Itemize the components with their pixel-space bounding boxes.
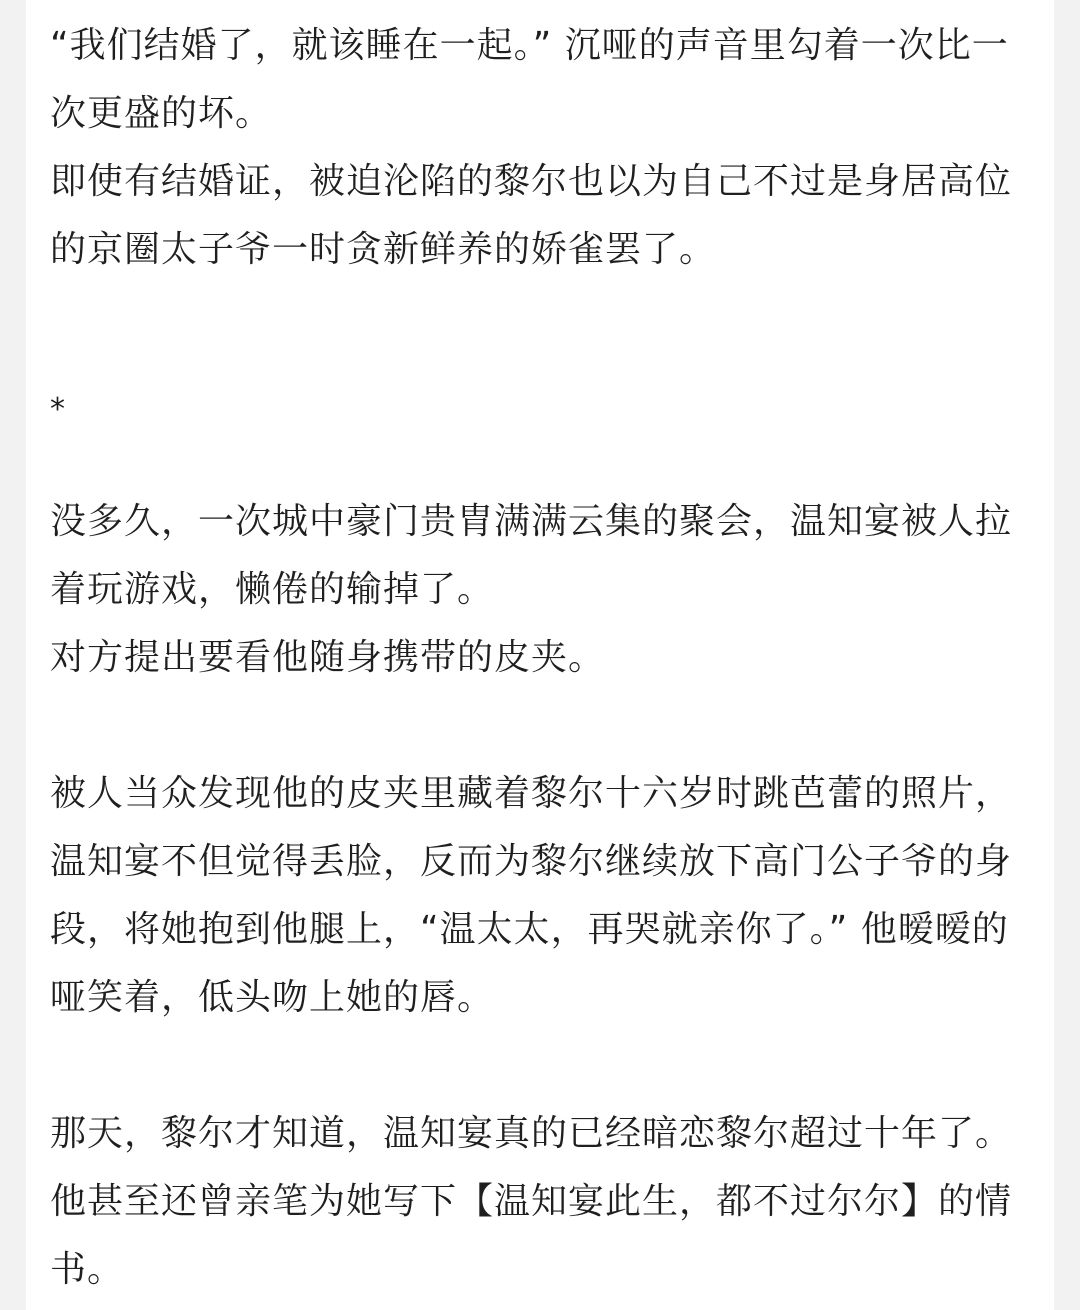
section-separator (50, 352, 1040, 488)
article-body (50, 12, 1040, 1304)
paragraph-4: 对方提出要看他随身携带的皮夹。 (50, 637, 606, 678)
paragraph-2: 即使有结婚证，被迫沦陷的黎尔也以为自己不过是身居高位的京圈太子爷一时贪新鲜养的娇雀罢了。 (50, 161, 1013, 270)
paragraph-7: 他甚至还曾亲笔为她写下【温知宴此生，都不过尔尔】的情书。 (50, 1181, 1013, 1290)
spacer (50, 692, 1040, 760)
paragraph-5: 被人当众发现他的皮夹里藏着黎尔十六岁时跳芭蕾的照片，温知宴不但觉得丢脸，反而为黎尔继续放下高门公子爷的身段，将她抱到他腿上，“温太太，再哭就亲你了。” 他暧暧的哑笑着，低头吻上她的唇。 (50, 773, 1013, 1018)
spacer (50, 284, 1040, 352)
paragraph-1: “我们结婚了，就该睡在一起。” 沉哑的声音里勾着一次比一次更盛的坏。 (50, 25, 1009, 134)
paragraph-6: 那天，黎尔才知道，温知宴真的已经暗恋黎尔超过十年了。 (50, 1113, 1013, 1154)
spacer (50, 1032, 1040, 1100)
article-page (26, 0, 1054, 1310)
paragraph-3: 没多久，一次城中豪门贵胄满满云集的聚会，温知宴被人拉着玩游戏，懒倦的输掉了。 (50, 501, 1013, 610)
separator-asterisk: * (50, 392, 66, 427)
